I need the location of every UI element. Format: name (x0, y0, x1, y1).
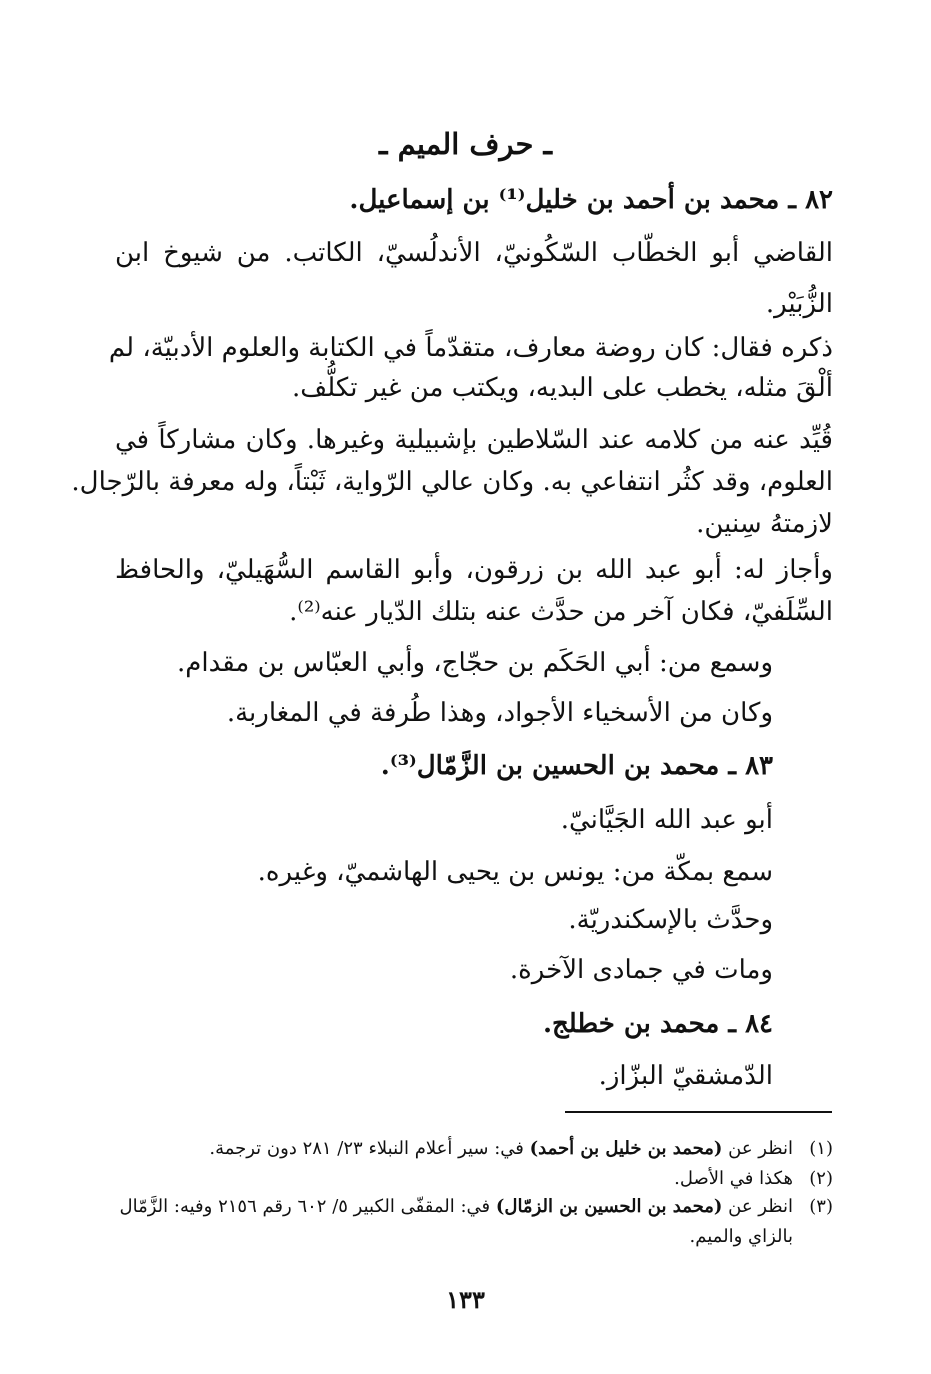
entry-82-line-9: السِّلَفيّ، فكان آخر من حدَّث عنه بتلك الدّيار عنه⁽²⁾. (289, 597, 833, 627)
footnote-2-text: هكذا في الأصل. (674, 1168, 793, 1189)
entry-82-line-11: وكان من الأسخياء الأجواد، وهذا طُرفة في المغاربة. (226, 698, 773, 728)
entry-82-line-3: ذكره فقال: كان روضة معارف، متقدّماً في الكتابة والعلوم الأدبيّة، لم (108, 333, 833, 363)
entry-83-line-3: وحدَّث بالإسكندريّة. (568, 905, 773, 935)
entry-82-line-6: العلوم، وقد كثُر انتفاعي به. وكان عالي الرّواية، ثَبْتاً، وله معرفة بالرّجال. (71, 467, 833, 497)
entry-82-line-7: لازمتهُ سِنين. (696, 509, 833, 539)
entry-83-line-2: سمع بمكّة من: يونس بن يحيى الهاشميّ، وغيره. (257, 857, 773, 887)
footnote-1-number: (١) (809, 1138, 833, 1159)
footnote-1 (209, 1135, 833, 1163)
footnote-1-text-bold: (محمد بن خليل بن أحمد) (529, 1138, 723, 1159)
entry-title-83: ٨٣ ـ محمد بن الحسين بن الزَّمّال⁽³⁾. (380, 751, 773, 781)
entry-82-line-8: وأجاز له: أبو عبد الله بن زرقون، وأبو القاسم السُّهَيليّ، والحافظ (115, 555, 833, 585)
entry-82-line-5: قُيِّد عنه من كلامه عند السّلاطين بإشبيلية وغيرها. وكان مشاركاً في (115, 425, 833, 455)
entry-title-82: ٨٢ ـ محمد بن أحمد بن خليل⁽¹⁾ بن إسماعيل. (349, 185, 833, 215)
entry-82-line-1: القاضي أبو الخطّاب السّكُونيّ، الأندلُسيّ، الكاتب. من شيوخ ابن (115, 238, 833, 268)
entry-83-line-4: ومات في جمادى الآخرة. (509, 955, 773, 985)
footnote-2-number: (٢) (809, 1168, 833, 1189)
entry-83-line-1: أبو عبد الله الجَيَّانيّ. (560, 805, 773, 835)
footnote-1-text-pre: انظر عن (722, 1138, 793, 1159)
section-heading: ـ حرف الميم ـ (379, 127, 552, 161)
footnote-1-text-post: في: سير أعلام النبلاء ٢٣/ ٢٨١ دون ترجمة. (209, 1138, 530, 1159)
footnote-3-text-post: في: المقفّى الكبير ٥/ ٦٠٢ رقم ٢١٥٦ وفيه: الزَّمّال (119, 1196, 496, 1217)
page-number: ١٣٣ (446, 1285, 485, 1314)
entry-82-line-2: الزُّبَيْر. (765, 289, 833, 319)
entry-82-line-10: وسمع من: أبي الحَكَم بن حجّاج، وأبي العبّاس بن مقدام. (177, 648, 773, 678)
footnote-3-text-pre: انظر عن (722, 1196, 793, 1217)
footnote-3-number: (٣) (809, 1196, 833, 1217)
footnote-3-text-bold: (محمد بن الحسين بن الزمّال) (495, 1196, 723, 1217)
entry-title-84: ٨٤ ـ محمد بن خطلج. (542, 1009, 773, 1039)
footnote-3-continuation: بالزاي والميم. (689, 1226, 793, 1247)
footnote-3 (120, 1193, 833, 1221)
footnote-separator (565, 1111, 832, 1113)
entry-84-line-1: الدّمشقيّ البزّاز. (598, 1061, 773, 1091)
entry-82-line-4: ألْقَ مثله، يخطب على البديه، ويكتب من غير تكلُّف. (292, 373, 833, 403)
footnote-2 (674, 1165, 833, 1193)
